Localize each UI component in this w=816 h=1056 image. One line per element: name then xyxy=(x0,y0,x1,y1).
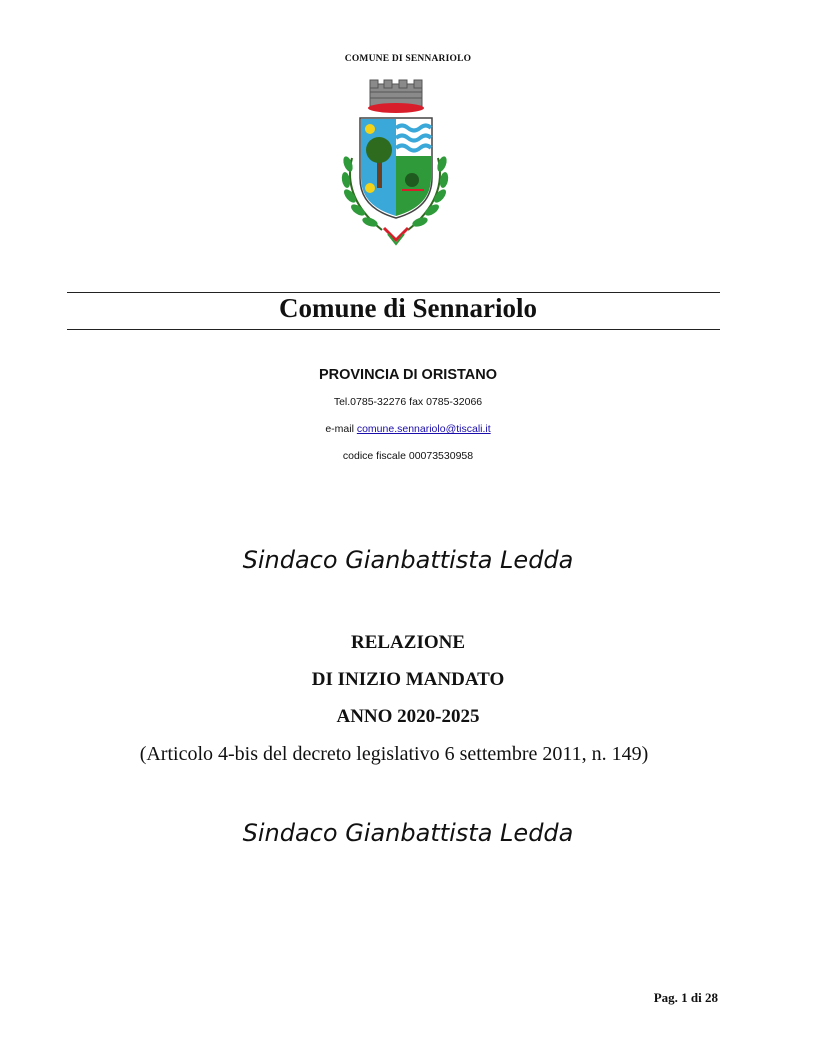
report-title-line-2: DI INIZIO MANDATO xyxy=(311,669,505,690)
fiscal-code: codice fiscale 00073530958 xyxy=(342,450,474,462)
mayor-name-bottom: Sindaco Gianbattista Ledda xyxy=(242,819,574,847)
report-title-line-3: ANNO 2020-2025 xyxy=(336,706,480,727)
email-line xyxy=(0,423,816,435)
telephone-fax: Tel.0785-32276 fax 0785-32066 xyxy=(333,396,483,408)
shield-icon xyxy=(360,118,432,218)
page-title: Comune di Sennariolo xyxy=(278,293,538,323)
crown-icon xyxy=(368,80,424,113)
province-label: PROVINCIA DI ORISTANO xyxy=(318,367,498,383)
email-label: e-mail xyxy=(325,423,357,435)
legal-reference: (Articolo 4-bis del decreto legislativo 6 settembre 2011, n. 149) xyxy=(139,743,649,765)
header-small-title: COMUNE DI SENNARIOLO xyxy=(344,54,472,64)
coat-of-arms-icon xyxy=(330,78,460,250)
title-bottom-rule xyxy=(67,329,720,330)
mayor-name-top: Sindaco Gianbattista Ledda xyxy=(242,546,574,574)
report-title-line-1: RELAZIONE xyxy=(350,632,466,653)
page-number: Pag. 1 di 28 xyxy=(653,990,718,1005)
email-link[interactable]: comune.sennariolo@tiscali.it xyxy=(356,423,491,435)
